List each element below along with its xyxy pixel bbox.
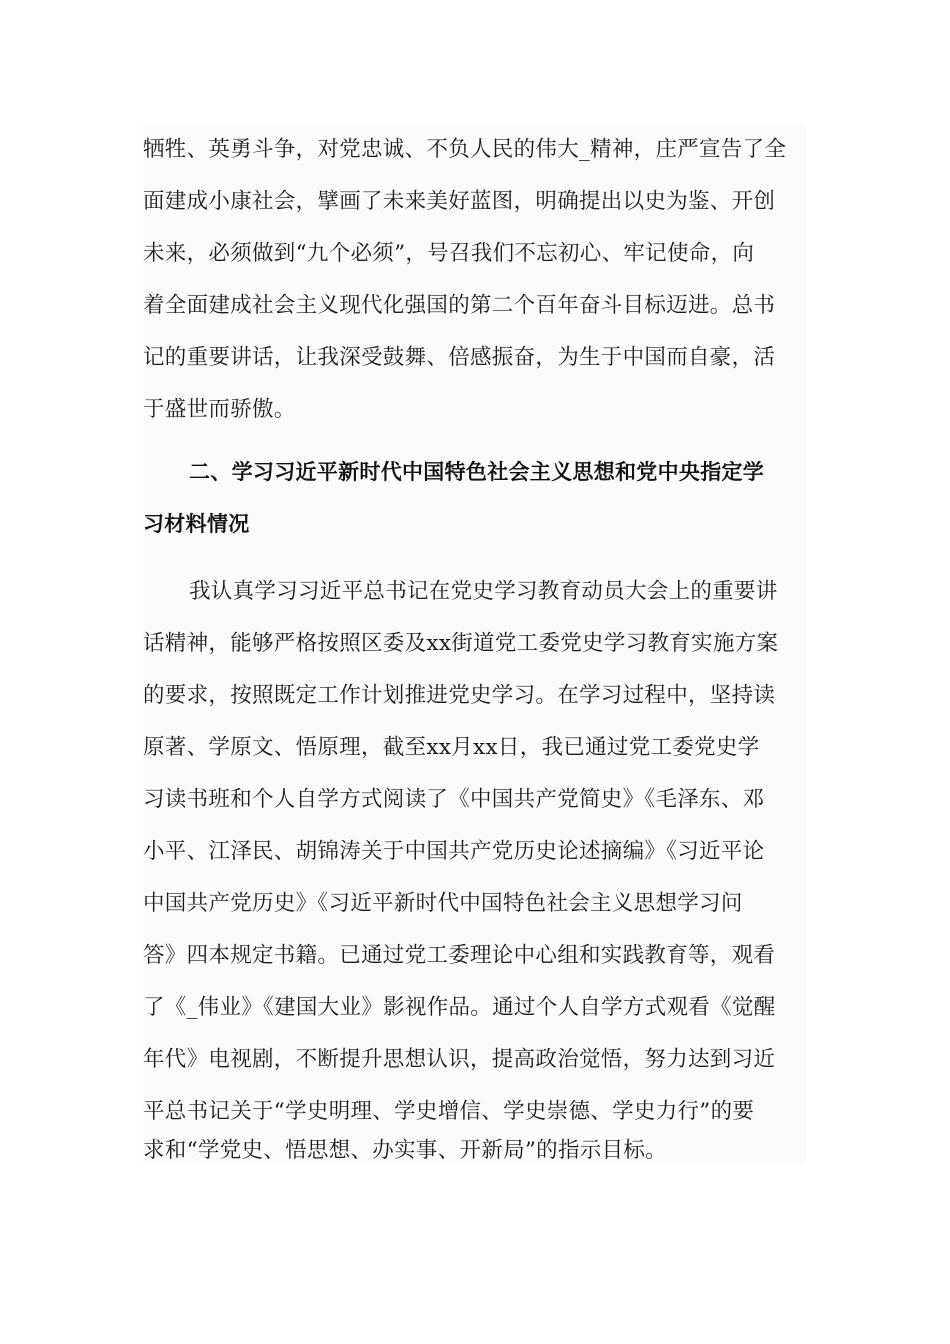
paragraph-2-line-8: 答》四本规定书籍。已通过党工委理论中心组和实践教育等，观看 <box>143 943 776 968</box>
paragraph-1-line-2: 面建成小康社会，擘画了未来美好蓝图，明确提出以史为鉴、开创 <box>143 189 776 214</box>
paragraph-2-line-9: 了《_伟业》《建国大业》影视作品。通过个人自学方式观看《觉醒 <box>143 995 776 1020</box>
paragraph-1-line-3: 未来，必须做到“九个必须”，号召我们不忘初心、牢记使命，向 <box>143 241 755 266</box>
paragraph-1-line-1: 牺牲、英勇斗争，对党忠诚、不负人民的伟大_精神，庄严宣告了全 <box>143 137 787 162</box>
paragraph-2-line-3: 的要求，按照既定工作计划推进党史学习。在学习过程中，坚持读 <box>143 683 776 708</box>
paragraph-1-line-6: 于盛世而骄傲。 <box>143 397 296 422</box>
section-heading-line-2: 习材料情况 <box>143 512 250 536</box>
paragraph-2-line-4: 原著、学原文、悟原理，截至xx月xx日，我已通过党工委党史学 <box>143 735 760 760</box>
paragraph-2-line-7: 中国共产党历史》《习近平新时代中国特色社会主义思想学习问 <box>143 891 743 916</box>
paragraph-2-line-10: 年代》电视剧，不断提升思想认识，提高政治觉悟，努力达到习近 <box>143 1047 776 1072</box>
paragraph-2-line-2: 话精神，能够严格按照区委及xx街道党工委党史学习教育实施方案 <box>143 631 779 656</box>
paragraph-2-line-12: 求和“学党史、悟思想、办实事、开新局”的指示目标。 <box>143 1138 667 1163</box>
paragraph-2-line-1: 我认真学习习近平总书记在党史学习教育动员大会上的重要讲 <box>189 579 778 604</box>
paragraph-1-line-5: 记的重要讲话，让我深受鼓舞、倍感振奋，为生于中国而自豪，活 <box>143 345 776 370</box>
document-text-block <box>143 124 807 1164</box>
paragraph-1-line-4: 着全面建成社会主义现代化强国的第二个百年奋斗目标迈进。总书 <box>143 293 776 318</box>
section-heading-line-1: 二、学习习近平新时代中国特色社会主义思想和党中央指定学 <box>189 460 765 484</box>
paragraph-2-line-5: 习读书班和个人自学方式阅读了《中国共产党简史》《毛泽东、邓 <box>143 787 765 812</box>
paragraph-2-line-6: 小平、江泽民、胡锦涛关于中国共产党历史论述摘编》《习近平论 <box>143 839 765 864</box>
paragraph-2-line-11: 平总书记关于“学史明理、学史增信、学史崇德、学史力行”的要 <box>143 1099 755 1124</box>
